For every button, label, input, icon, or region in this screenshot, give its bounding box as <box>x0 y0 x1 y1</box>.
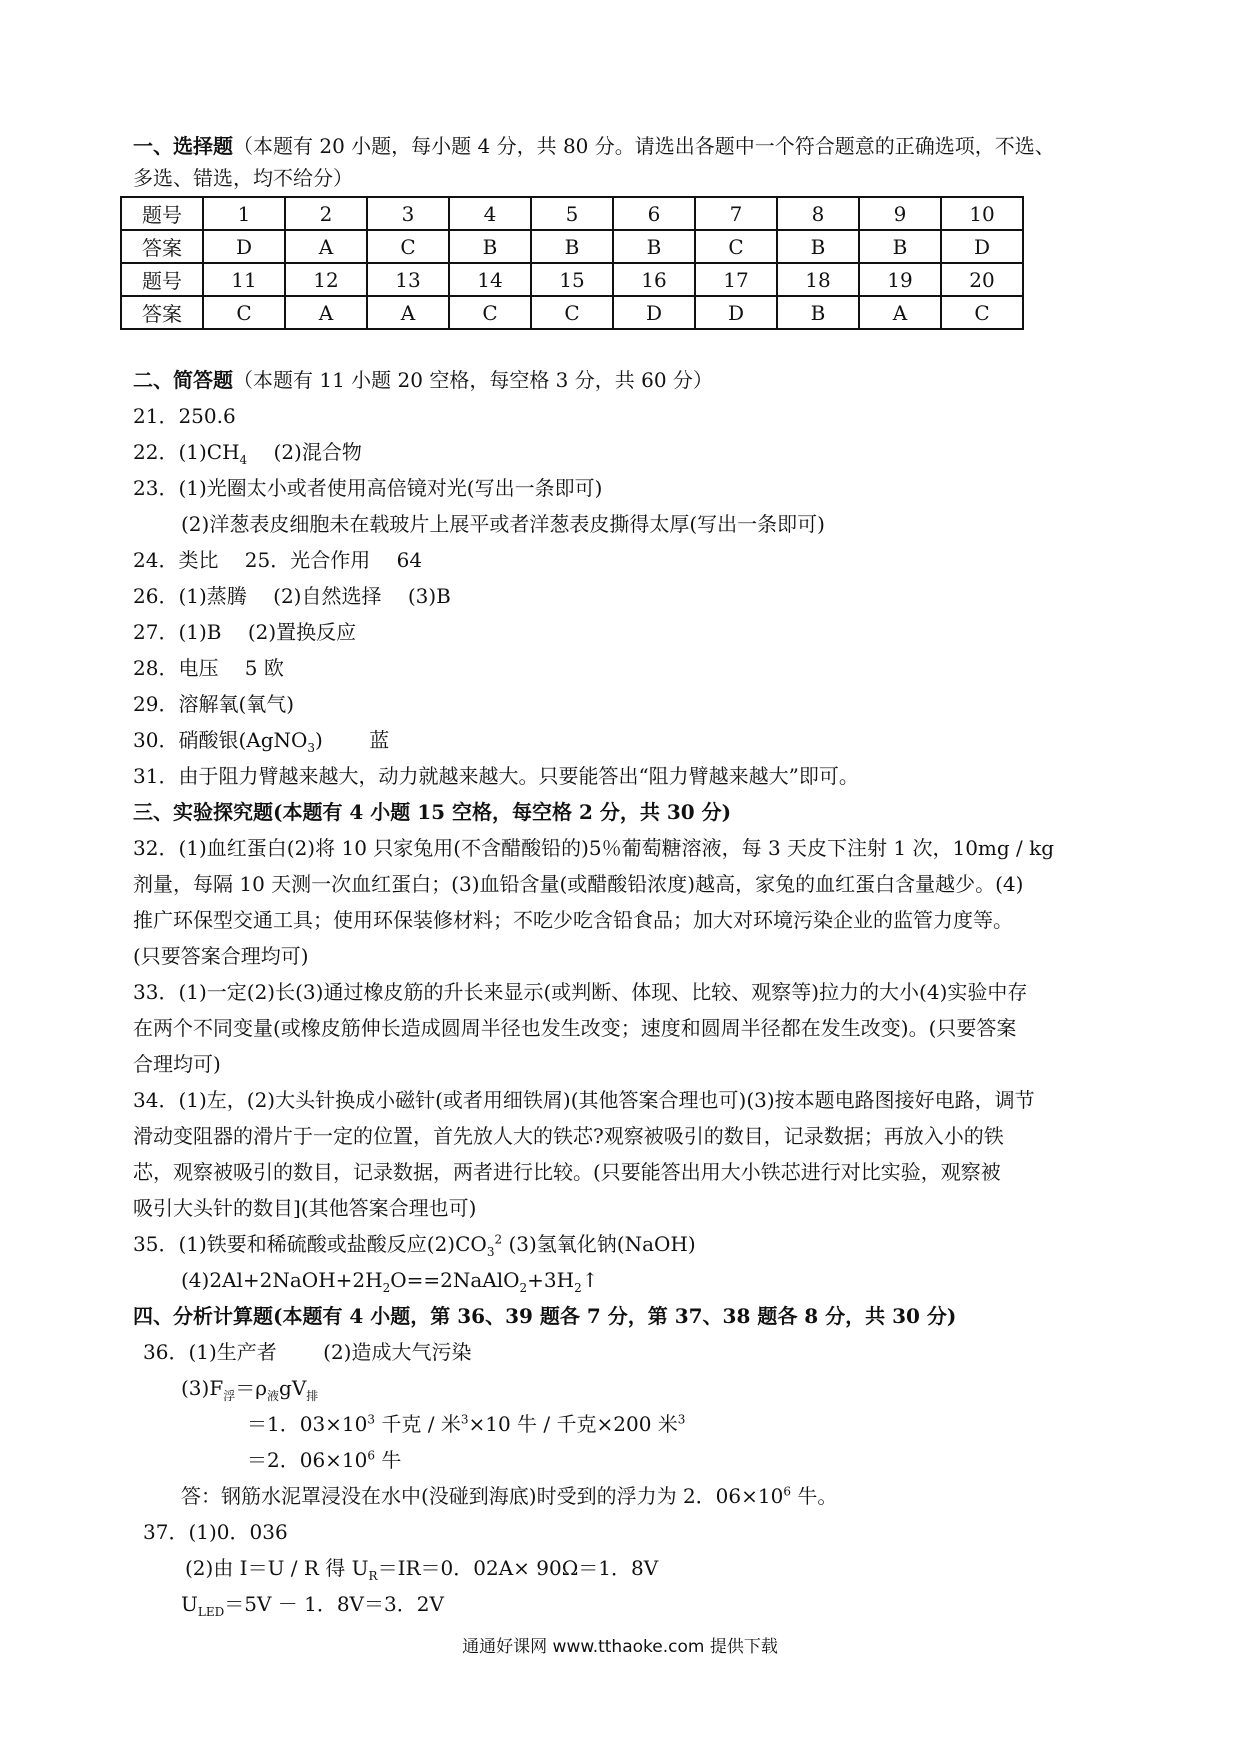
table-cell: 12 <box>285 263 367 296</box>
answer-28: 28．电压 5 欧 <box>133 656 284 680</box>
table-cell: D <box>613 296 695 329</box>
table-cell: 10 <box>941 197 1023 230</box>
answer-27: 27．(1)B (2)置换反应 <box>133 620 357 644</box>
section2-title: 二、简答题 <box>133 368 233 392</box>
answer-37-1: 37．(1)0．036 <box>143 1520 288 1544</box>
table-row <box>121 197 1023 230</box>
table-cell: A <box>859 296 941 329</box>
table-cell: 13 <box>367 263 449 296</box>
page-footer: 通通好课网 www.tthaoke.com 提供下载 <box>462 1637 778 1657</box>
table-cell: B <box>449 230 531 263</box>
answer-24-25: 24．类比 25．光合作用 64 <box>133 548 423 572</box>
answer-35-2: $(4)2Al+2NaOH+2H_2O==2NaAlO_2+3H_2↑$ <box>181 1268 599 1295</box>
answer-34-1: 34．(1)左，(2)大头针换成小磁针(或者用细铁屑)(其他答案合理也可)(3)按本题电路图接好电路，调节 <box>133 1088 1035 1112</box>
table-cell: C <box>203 296 285 329</box>
section1-desc-1: （本题有 20 小题，每小题 4 分，共 80 分。请选出各题中一个符合题意的正确选项，不选、 <box>233 134 1055 158</box>
table-cell: 4 <box>449 197 531 230</box>
table-cell: 7 <box>695 197 777 230</box>
table-cell: 5 <box>531 197 613 230</box>
answer-36-3: ＝1．$03\times 10^3$ 千克 / 米$^3$×10 牛 / 千克×200 米$^3$ <box>247 1412 686 1436</box>
answer-table <box>120 196 1024 330</box>
answer-22: 22．$(1)CH_4$ (2)混合物 <box>133 440 362 467</box>
table-cell: 19 <box>859 263 941 296</box>
answer-37-2: (2)由 I＝U / R 得 $U_R=IR=0$．02A× 90Ω＝1．8V <box>185 1556 659 1583</box>
answer-30: 30．硝酸银(AgNO$_3$) 蓝 <box>133 728 390 755</box>
answer-21: 21．250.6 <box>133 404 236 428</box>
answer-33-1: 33．(1)一定(2)长(3)通过橡皮筋的升长来显示(或判断、体现、比较、观察等)拉力的大小(4)实验中存 <box>133 980 1028 1004</box>
table-cell: 1 <box>203 197 285 230</box>
section2-heading <box>133 368 713 392</box>
table-row-header: 答案 <box>121 230 203 263</box>
answer-32-3: 推广环保型交通工具；使用环保装修材料；不吃少吃含铅食品；加大对环境污染企业的监管力度等。 <box>133 908 1013 932</box>
table-cell: 16 <box>613 263 695 296</box>
table-cell: A <box>367 296 449 329</box>
table-cell: D <box>695 296 777 329</box>
answer-34-2: 滑动变阻器的滑片于一定的位置，首先放人大的铁芯?观察被吸引的数目，记录数据；再放入小的铁 <box>133 1124 1004 1148</box>
answer-33-2: 在两个不同变量(或橡皮筋伸长造成圆周半径也发生改变；速度和圆周半径都在发生改变)。(只要答案 <box>133 1016 1017 1040</box>
table-row <box>121 296 1023 329</box>
table-cell: C <box>449 296 531 329</box>
table-cell: C <box>941 296 1023 329</box>
answer-23-2: (2)洋葱表皮细胞未在载玻片上展平或者洋葱表皮撕得太厚(写出一条即可) <box>181 512 825 536</box>
table-cell: 17 <box>695 263 777 296</box>
table-cell: 20 <box>941 263 1023 296</box>
answer-36-4: ＝2．$06\times 10^6$ 牛 <box>247 1448 402 1472</box>
answer-32-1: 32．(1)血红蛋白(2)将 10 只家兔用(不含醋酸铅的)5％葡萄糖溶液，每 3 天皮下注射 1 次，10mg / kg <box>133 836 1055 860</box>
answer-32-4: (只要答案合理均可) <box>133 944 309 968</box>
table-cell: B <box>777 296 859 329</box>
table-cell: C <box>367 230 449 263</box>
answer-33-3: 合理均可) <box>133 1052 221 1076</box>
answer-37-3: $U_{LED}=5V - 1$．8V＝3．2V <box>181 1592 444 1619</box>
table-cell: 8 <box>777 197 859 230</box>
table-row-header: 答案 <box>121 296 203 329</box>
table-cell: B <box>613 230 695 263</box>
table-cell: B <box>859 230 941 263</box>
table-cell: D <box>941 230 1023 263</box>
table-cell: B <box>777 230 859 263</box>
table-cell: A <box>285 296 367 329</box>
table-cell: B <box>531 230 613 263</box>
table-cell: 6 <box>613 197 695 230</box>
table-cell: 15 <box>531 263 613 296</box>
answer-29: 29．溶解氧(氧气) <box>133 692 295 716</box>
table-cell: 9 <box>859 197 941 230</box>
section2-desc: （本题有 11 小题 20 空格，每空格 3 分，共 60 分） <box>233 368 713 392</box>
section1-title: 一、选择题 <box>133 134 233 158</box>
section4-heading: 四、分析计算题(本题有 4 小题，第 36、39 题各 7 分，第 37、38 题各 8 分，共 30 分) <box>133 1304 957 1328</box>
table-row-header: 题号 <box>121 263 203 296</box>
section1-desc-2: 多选、错选，均不给分） <box>133 166 353 190</box>
table-cell: 18 <box>777 263 859 296</box>
table-row <box>121 230 1023 263</box>
answer-36-1: 36．(1)生产者 (2)造成大气污染 <box>143 1340 472 1364</box>
table-row <box>121 263 1023 296</box>
answer-34-4: 吸引大头针的数目](其他答案合理也可) <box>133 1196 477 1220</box>
table-cell: A <box>285 230 367 263</box>
table-cell: D <box>203 230 285 263</box>
section3-heading: 三、实验探究题(本题有 4 小题 15 空格，每空格 2 分，共 30 分) <box>133 800 732 824</box>
answer-36-5: 答：钢筋水泥罩浸没在水中(没碰到海底)时受到的浮力为 2．$06\times 10^6$ 牛。 <box>181 1484 838 1508</box>
table-cell: 11 <box>203 263 285 296</box>
table-cell: 3 <box>367 197 449 230</box>
answer-34-3: 芯，观察被吸引的数目，记录数据，两者进行比较。(只要能答出用大小铁芯进行对比实验，观察被 <box>133 1160 1001 1184</box>
table-cell: 14 <box>449 263 531 296</box>
table-cell: C <box>531 296 613 329</box>
answer-36-2: $(3)F_浮=\rho_液gV_排$ <box>181 1376 319 1403</box>
answer-35-1: 35．(1)铁要和稀硫酸或盐酸反应$(2)CO_3^2$ (3)氢氧化钠(NaOH) <box>133 1232 696 1259</box>
answer-32-2: 剂量，每隔 10 天测一次血红蛋白；(3)血铅含量(或醋酸铅浓度)越高，家兔的血红蛋白含量越少。(4) <box>133 872 1024 896</box>
answer-26: 26．(1)蒸腾 (2)自然选择 (3)B <box>133 584 451 608</box>
table-row-header: 题号 <box>121 197 203 230</box>
table-cell: C <box>695 230 777 263</box>
section1-heading <box>133 134 1055 158</box>
answer-23-1: 23．(1)光圈太小或者使用高倍镜对光(写出一条即可) <box>133 476 603 500</box>
table-cell: 2 <box>285 197 367 230</box>
answer-31: 31．由于阻力臂越来越大，动力就越来越大。只要能答出“阻力臂越来越大”即可。 <box>133 764 859 788</box>
